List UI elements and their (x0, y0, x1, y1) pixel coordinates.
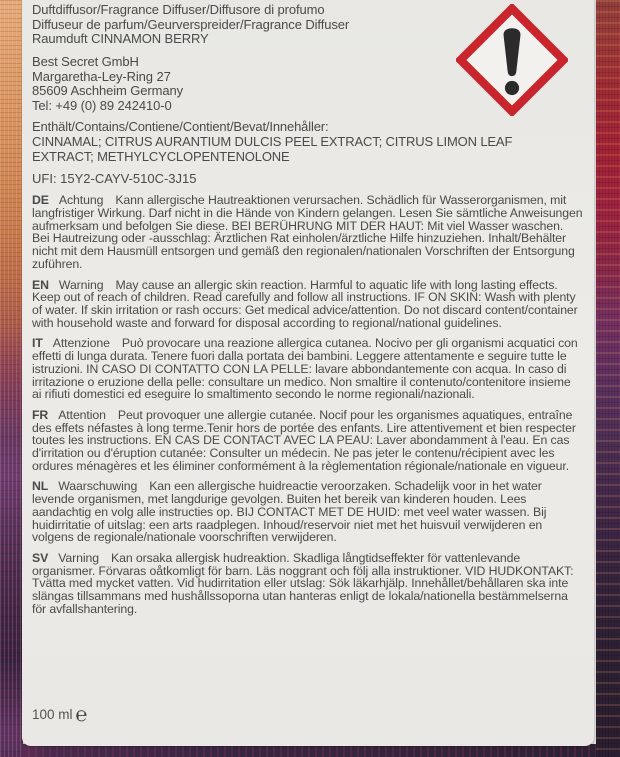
warning-lang-code: SV (32, 550, 49, 565)
ghs07-exclamation-mark-icon (456, 4, 568, 116)
warning-lang-code: EN (32, 277, 49, 292)
warning-signal-word: Waarschuwing (58, 479, 138, 494)
warning-signal-word: Attention (58, 407, 106, 422)
warning-signal-word: Attenzione (52, 336, 110, 351)
manufacturer-name: Best Secret GmbH (32, 53, 139, 69)
warning-it (32, 337, 583, 401)
ingredients-block (32, 120, 577, 164)
warning-signal-word: Warning (58, 277, 104, 292)
warning-lang-code: FR (32, 407, 49, 422)
warning-text: Kan orsaka allergisk hudreaktion. Skadliga långtidseffekter för vattenlevande organismer. Förvaras oåtkomligt för barn. Läs noggrant och följ alla instruktioner. VID HUDKONTAKT: Tvätta med mycket vatten. Vid hudirritation eller utslag: Sök läkarhjälp. Innehållet/behållaren ska inte slängas tillsammans med hushållssoporna utan hanteras enligt de lokala/nationella bestämmelserna för avfallshantering. (32, 550, 574, 616)
estimated-sign: ℮ (75, 703, 88, 726)
warning-text: Peut provoquer une allergie cutanée. Nocif pour les organismes aquatiques, entraîne des effets néfastes à long terme.Tenir hors de portée des enfants. Lire attentivement et bien respecter toutes les instructions. EN CAS DE CONTACT AVEC LA PEAU: Laver abondamment à l'eau. En cas d'irritation ou d'éruption cutanée: Consulter un médecin. Ne pas jeter le contenu/récipient avec les ordures ménagères et les éliminer conformément à la règlementation régionale/nationale en vigueur. (32, 407, 576, 473)
warning-signal-word: Achtung (58, 193, 104, 208)
warning-text: Kan een allergische huidreactie veroorzaken. Schadelijk voor in het water levende organismen, met langdurige gevolgen. Buiten het bereik van kinderen houden. Lees aandachtig en volg alle instructies op. BIJ CONTACT MET DE HUID: met veel water wassen. Bij huidirritatie of uitslag: een arts raadplegen. Inhoud/reservoir niet met het huisvuil verwijderen en volgens de regionale/nationale voorschriften verwijderen. (32, 479, 547, 545)
box-right-edge-texture (596, 0, 620, 757)
manufacturer-phone: Tel: +49 (0) 89 242410-0 (32, 98, 172, 114)
warning-text: Kann allergische Hautreaktionen verursachen. Schädlich für Wasserorganismen, mit langfristiger Wirkung. Darf nicht in die Hände von Kindern gelangen. Lesen Sie sämtliche Anweisungen aufmerksam und befolgen Sie diese. BEI BERÜHRUNG MIT DER HAUT: Mit viel Wasser waschen. Bei Hautreizung oder -ausschlag: Ärztlichen Rat einholen/ärztliche Hilfe hinzuziehen. Inhalt/Behälter nicht mit dem Hausmüll entsorgen und gemäß den regionalen/nationalen Vorschriften der Entsorgung zuführen. (32, 193, 583, 271)
ufi-code: UFI: 15Y2-CAYV-510C-3J15 (32, 171, 197, 187)
warning-lang-code: DE (32, 193, 49, 208)
warning-de (32, 194, 583, 270)
warning-lang-code: IT (32, 336, 43, 351)
manufacturer-street: Margaretha-Ley-Ring 27 (32, 68, 171, 84)
warning-fr (32, 409, 583, 473)
manufacturer-city: 85609 Aschheim Germany (32, 83, 183, 99)
product-title-line1: Duftdiffusor/Fragrance Diffuser/Diffusore di profumo (32, 2, 325, 17)
warning-signal-word: Varning (58, 550, 99, 565)
warning-nl (32, 480, 583, 544)
product-title-line2: Diffuseur de parfum/Geurverspreider/Fragrance Diffuser (32, 16, 350, 32)
warning-text: May cause an allergic skin reaction. Harmful to aquatic life with long lasting effects. Keep out of reach of children. Read carefully and follow all instructions. IF ON SKIN: Wash with plenty of water. If skin irritation or rash occurs: Get medical advice/attention. Do not discard content/container with household waste and forward for disposal according to regional/national guidelines. (32, 277, 578, 330)
warning-text: Può provocare una reazione allergica cutanea. Nocivo per gli organismi acquatici con effetti di lunga durata. Tenere fuori dalla portata dei bambini. Leggere attentamente e seguire tutte le istruzioni. IN CASO DI CONTATTO CON LA PELLE: lavare abbondantemente con acqua. In caso di irritazione o eruzione della pelle: consultare un medico. Non smaltire il contenuto/contenitore insieme ai rifiuti domestici ed eseguire lo smaltimento secondo le norme regionali/nazionali. (32, 336, 578, 402)
warning-lang-code: NL (32, 479, 49, 494)
box-left-edge-texture (0, 0, 23, 757)
net-volume (32, 703, 88, 726)
volume-value: 100 ml (32, 707, 73, 722)
product-title-line3: Raumduft CINNAMON BERRY (32, 31, 209, 47)
safety-label (22, 0, 594, 746)
warning-sv (32, 552, 583, 616)
ingredients-label: Enthält/Contains/Contiene/Contient/Bevat/Innehåller: (32, 118, 329, 134)
warning-en (32, 279, 583, 330)
ingredients-list: CINNAMAL; CITRUS AURANTIUM DULCIS PEEL EXTRACT; CITRUS LIMON LEAF EXTRACT; METHYLCYCLOPENTENOLONE (32, 133, 513, 164)
hazard-warnings-block (32, 194, 583, 615)
